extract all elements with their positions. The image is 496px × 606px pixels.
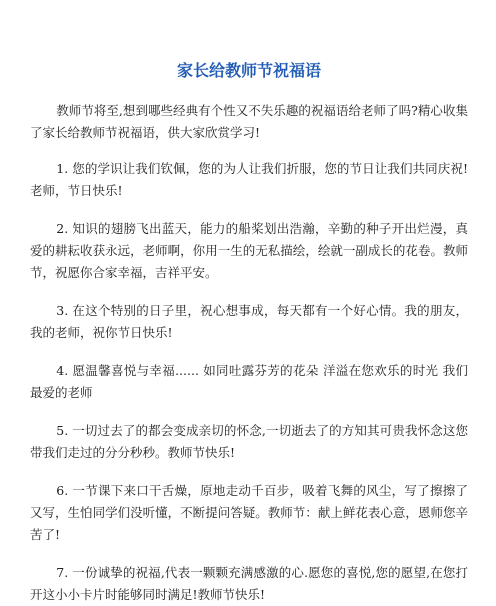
blessing-item-3: 3. 在这个特别的日子里，祝心想事成，每天都有一个好心情。我的朋友，我的老师，祝你节日快乐!	[30, 303, 468, 340]
document-title: 家长给教师节祝福语	[176, 61, 321, 80]
blessing-item-4: 4. 愿温馨喜悦与幸福...... 如同吐露芬芳的花朵 洋溢在您欢乐的时光 我们最爱的老师	[30, 363, 468, 400]
blessing-item-7: 7. 一份诚挚的祝福,代表一颗颗充满感激的心.愿您的喜悦,您的愿望,在您打开这小小卡片时能够同时满足!教师节快乐!	[30, 565, 468, 602]
blessing-item-5: 5. 一切过去了的都会变成亲切的怀念,一切逝去了的方知其可贵我怀念这您带我们走过的分分秒秒。教师节快乐!	[30, 423, 468, 460]
blessing-item-6: 6. 一节课下来口干舌燥，原地走动千百步，吸着飞舞的风尘，写了擦擦了又写，生怕同学们没听懂，不断提问答疑。教师节：献上鲜花表心意，恩师您辛苦了!	[30, 483, 468, 542]
blessing-item-2: 2. 知识的翅膀飞出蓝天，能力的船桨划出浩瀚，辛勤的种子开出烂漫，真爱的耕耘收获永远，老师啊，你用一生的无私描绘，绘就一副成长的花卷。教师节，祝愿你合家幸福，吉祥平安。	[30, 221, 468, 280]
intro-paragraph: 教师节将至,想到哪些经典有个性又不失乐趣的祝福语给老师了吗?精心收集了家长给教师节祝福语，供大家欣赏学习!	[30, 103, 468, 140]
blessing-item-1: 1. 您的学识让我们钦佩，您的为人让我们折服，您的节日让我们共同庆祝!老师，节日快乐!	[30, 161, 468, 198]
